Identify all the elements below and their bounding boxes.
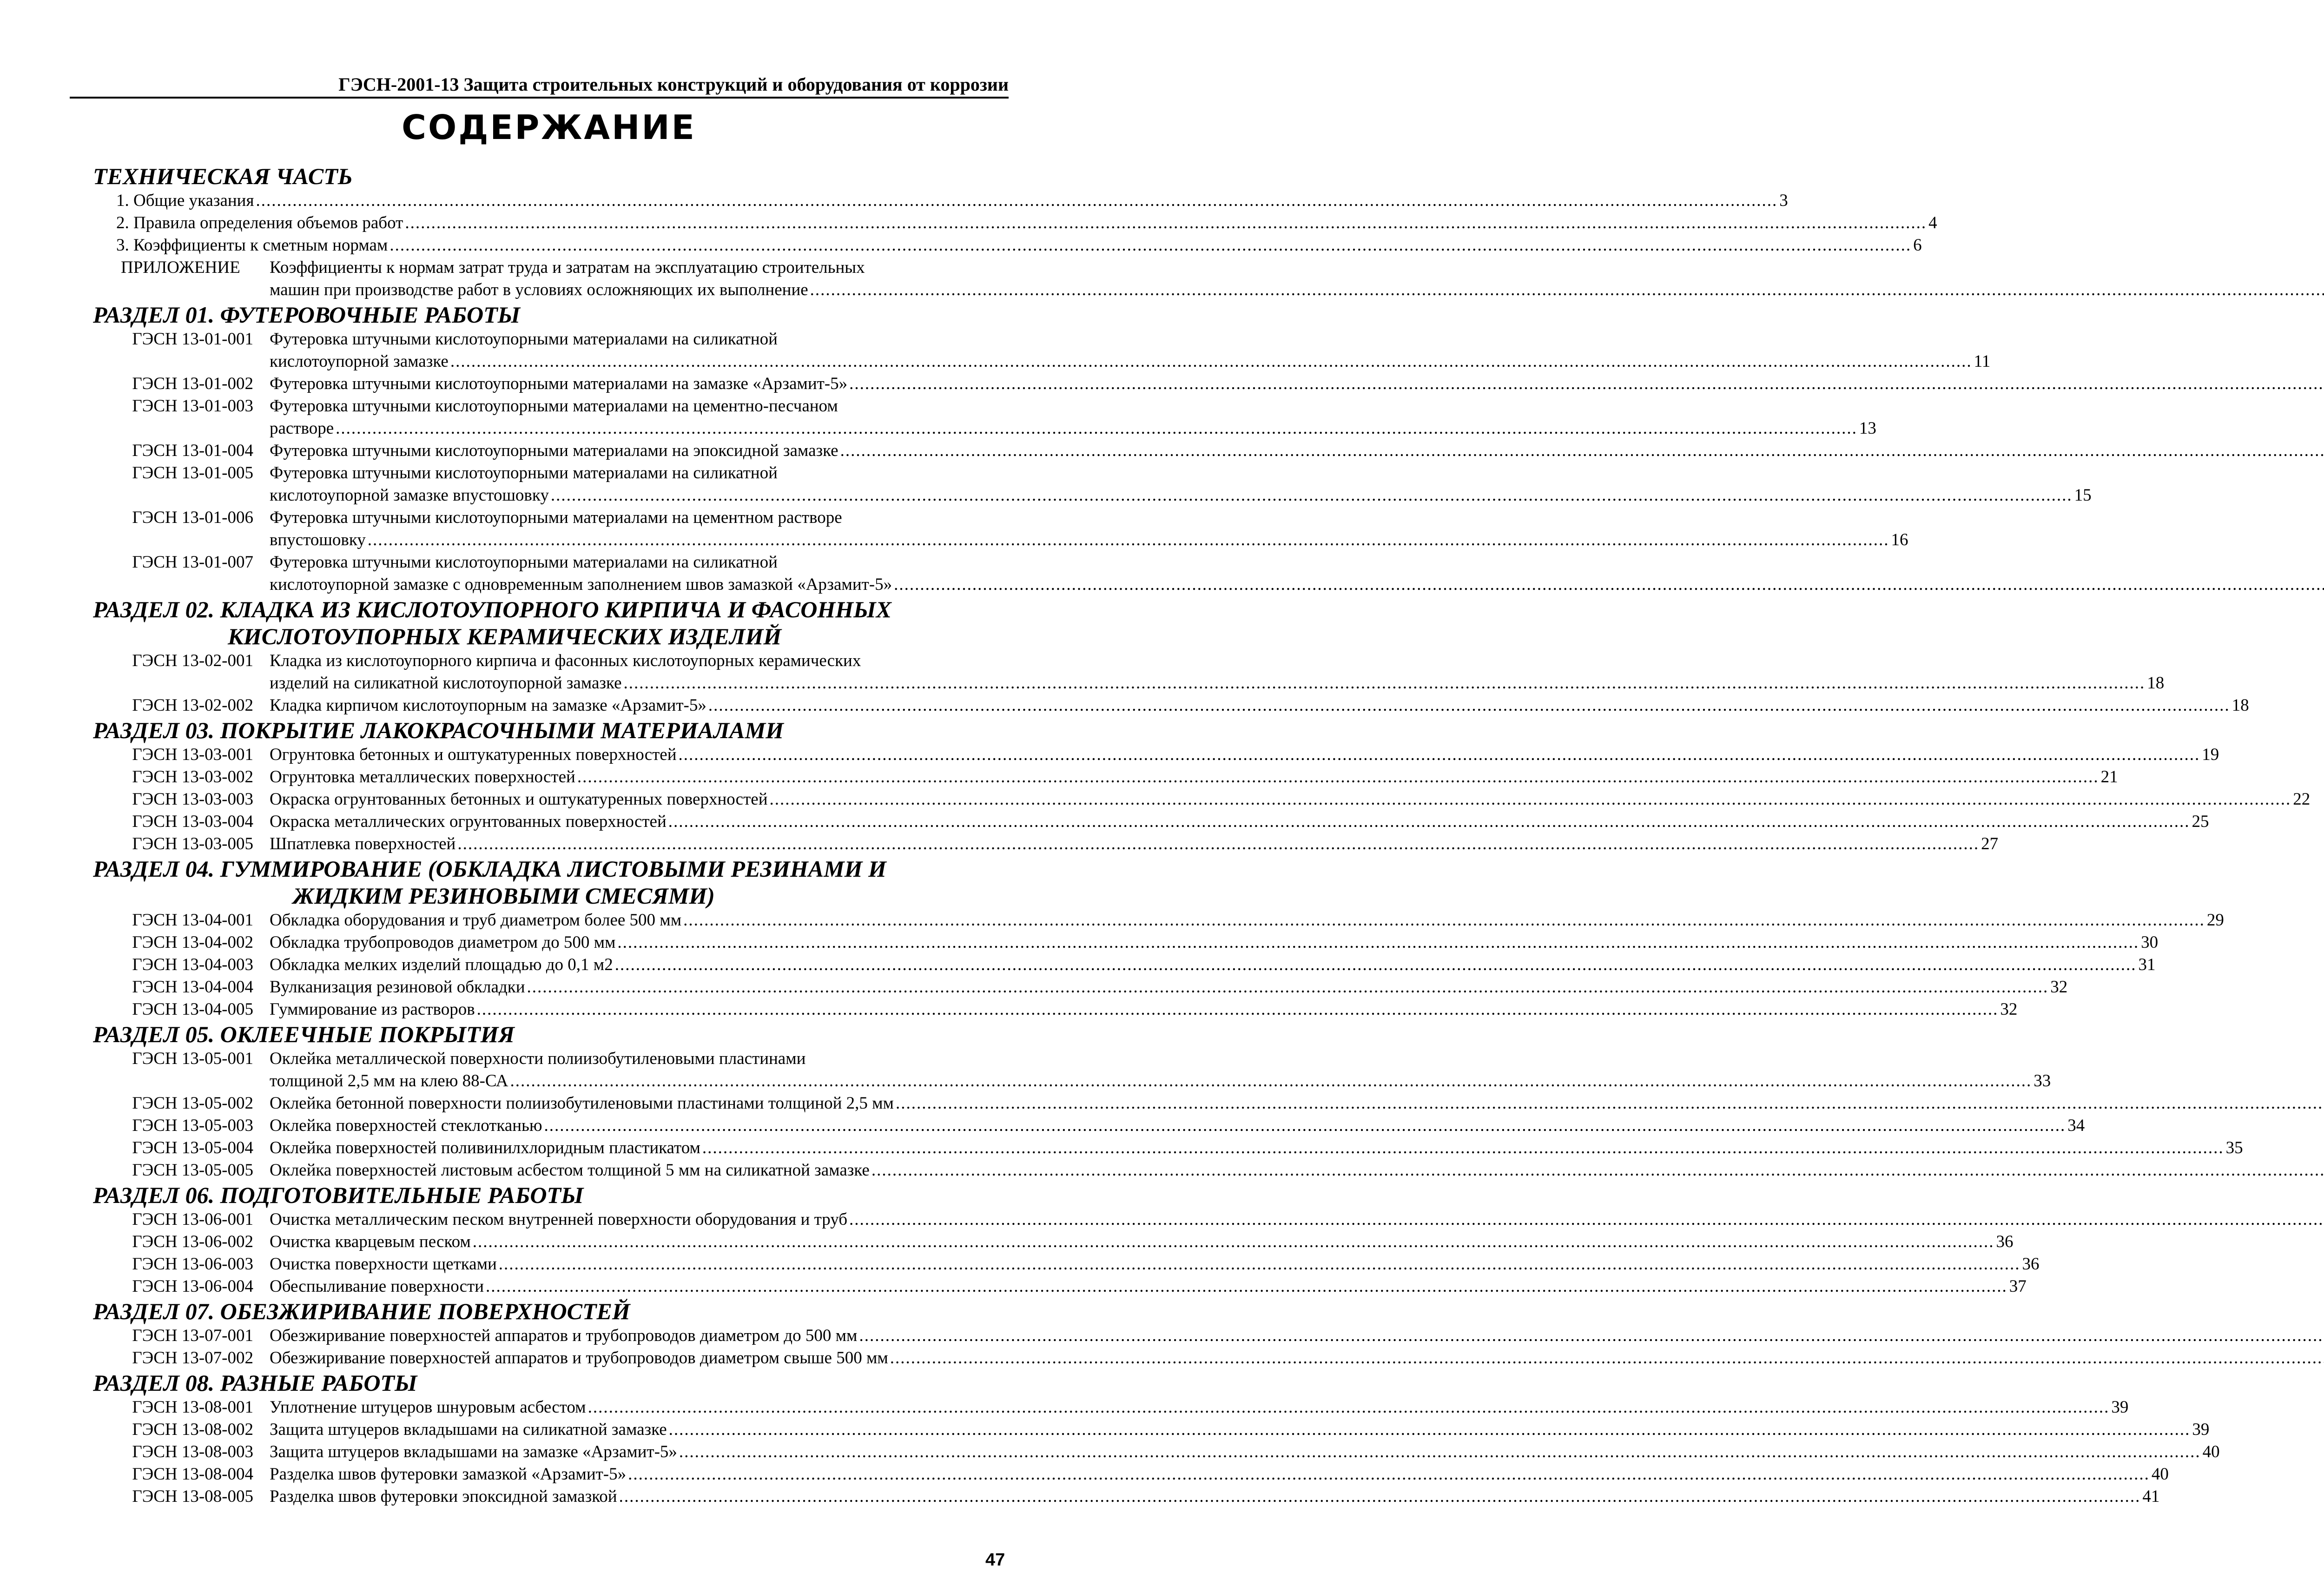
toc-entry-body [270, 694, 2249, 717]
leader-dots [668, 811, 2190, 833]
toc-entry-page: 18 [2232, 696, 2249, 715]
toc-entry[interactable] [93, 931, 2159, 954]
toc-entry-last-line [270, 1231, 2014, 1253]
toc-entry-last-line [270, 440, 2324, 462]
toc-entry-last-line [270, 1347, 2324, 1369]
section-heading-line1: РАЗДЕЛ 01. ФУТЕРОВОЧНЫЕ РАБОТЫ [93, 302, 521, 328]
norm-code: ГЭСН 13-01-002 [132, 374, 253, 393]
toc-entry-line2: Кладка кирпичом кислотоупорным на замазке «Арзамит-5» [270, 696, 706, 715]
toc-entry-body [270, 1231, 2014, 1253]
section-heading [93, 1182, 1004, 1209]
header-rule [70, 97, 1009, 99]
leader-dots [890, 1347, 2324, 1369]
toc-entry[interactable] [93, 909, 2224, 931]
toc-entry-last-line [270, 998, 2017, 1021]
toc-entry-line2: Разделка швов футеровки замазкой «Арзамит-5» [270, 1465, 627, 1484]
toc-entry-line2: впустошовку [270, 530, 366, 549]
toc-entry-body [270, 788, 2310, 811]
toc-entry[interactable] [93, 1048, 2051, 1092]
toc-entry-line2: Обкладка оборудования и труб диаметром более 500 мм [270, 911, 682, 930]
norm-code: ГЭСН 13-02-002 [132, 696, 253, 715]
toc-entry-last-line [270, 373, 2324, 395]
norm-code: ГЭСН 13-01-004 [132, 441, 253, 460]
norm-code: ГЭСН 13-01-003 [132, 396, 253, 416]
toc-entry-body [270, 1275, 2027, 1298]
toc-entry-last-line [270, 1115, 2085, 1137]
toc-entry[interactable] [93, 328, 1991, 373]
toc-entry-page: 22 [2293, 790, 2311, 809]
toc-entry-line2: машин при производстве работ в условиях осложняющих их выполнение [270, 280, 808, 299]
norm-code: ГЭСН 13-05-002 [132, 1094, 253, 1113]
section-heading-line1: РАЗДЕЛ 07. ОБЕЗЖИРИВАНИЕ ПОВЕРХНОСТЕЙ [93, 1298, 630, 1324]
leader-dots [702, 1137, 2224, 1159]
toc-entry-last-line [270, 417, 1876, 440]
toc-entry-body [270, 1137, 2243, 1159]
toc-entry[interactable] [93, 1092, 1004, 1115]
toc-entry-body [270, 1253, 2040, 1275]
toc-entry-line2: Обезжиривание поверхностей аппаратов и трубопроводов диаметром свыше 500 мм [270, 1348, 888, 1367]
toc-entry-page: 40 [2151, 1465, 2169, 1484]
norm-code: ГЭСН 13-05-005 [132, 1161, 253, 1180]
toc-entry-line2: Вулканизация резиновой обкладки [270, 978, 525, 997]
norm-code: ГЭСН 13-05-003 [132, 1116, 253, 1135]
norm-code: ГЭСН 13-01-001 [132, 330, 253, 349]
sections-container [93, 301, 2311, 1508]
toc-item[interactable] [93, 234, 1922, 257]
leader-dots [544, 1115, 2066, 1137]
toc-item-text: 3. Коэффициенты к сметным нормам [116, 236, 388, 255]
toc-entry-line1: Кладка из кислотоупорного кирпича и фасонных кислотоупорных керамических [270, 651, 861, 670]
toc-entry-line2: Шпатлевка поверхностей [270, 834, 456, 853]
toc-entry-last-line [270, 1070, 2051, 1092]
toc-entry-line2: кислотоупорной замазке с одновременным заполнением швов замазкой «Арзамит-5» [270, 575, 892, 594]
leader-dots [859, 1325, 2324, 1347]
leader-dots [619, 1486, 2141, 1508]
leader-dots [486, 1275, 2007, 1298]
toc-entry-line1: Оклейка металлической поверхности полиизобутиленовыми пластинами [270, 1049, 806, 1068]
toc-entry-line1: Футеровка штучными кислотоупорными материалами на силикатной [270, 330, 778, 349]
toc-entry[interactable] [93, 1486, 2160, 1508]
toc-entry[interactable] [93, 833, 1999, 855]
leader-dots [669, 1419, 2191, 1441]
toc-entry-last-line [270, 672, 2164, 694]
leader-dots [628, 1463, 2150, 1486]
leader-dots [368, 529, 1889, 551]
toc-entry-page: 18 [2147, 674, 2165, 693]
norm-code: ГЭСН 13-04-001 [132, 911, 253, 930]
toc-entry-line2: изделий на силикатной кислотоупорной замазке [270, 674, 622, 693]
toc-appendix[interactable] [93, 257, 1004, 301]
toc-entry-line2: Обеспыливание поверхности [270, 1277, 484, 1296]
leader-dots [405, 212, 1927, 234]
toc-entry-line2: Обкладка трубопроводов диаметром до 500 мм [270, 933, 616, 952]
norm-code: ГЭСН 13-03-003 [132, 790, 253, 809]
toc-entry-body [270, 1347, 2324, 1369]
toc-entry-last-line [270, 931, 2158, 954]
section-heading [93, 855, 1004, 909]
toc-entry[interactable] [93, 1137, 2243, 1159]
leader-dots [679, 1441, 2201, 1463]
toc-entry-last-line [270, 279, 2324, 301]
toc-entry[interactable] [93, 998, 2018, 1021]
toc-entry-page: 37 [2009, 1277, 2027, 1296]
toc-entry-page: 21 [2100, 767, 2118, 786]
toc-entry[interactable] [93, 811, 2209, 833]
norm-code: ГЭСН 13-06-002 [132, 1232, 253, 1251]
section-heading-line1: РАЗДЕЛ 04. ГУММИРОВАНИЕ (ОБКЛАДКА ЛИСТОВЫМИ РЕЗИНАМИ И [93, 856, 886, 882]
page-number: 47 [985, 1550, 1005, 1570]
toc-entry-line2: Обезжиривание поверхностей аппаратов и трубопроводов диаметром до 500 мм [270, 1326, 858, 1345]
norm-code: ГЭСН 13-03-001 [132, 745, 253, 764]
section-heading-line2: КИСЛОТОУПОРНЫХ КЕРАМИЧЕСКИХ ИЗДЕЛИЙ [228, 623, 782, 649]
toc-entry[interactable] [93, 1325, 1004, 1347]
leader-dots [840, 440, 2324, 462]
toc-entry-last-line [270, 976, 2067, 998]
toc-entry-line2: Очистка поверхности щетками [270, 1255, 497, 1274]
toc-entry-body [270, 811, 2209, 833]
toc-entry-line2: Разделка швов футеровки эпоксидной замазкой [270, 1487, 617, 1506]
leader-dots [510, 1070, 2032, 1092]
toc-entry-page: 36 [2022, 1255, 2040, 1274]
toc-entry-body [270, 744, 2219, 766]
toc-entry[interactable] [93, 1441, 2220, 1463]
toc-entry[interactable] [93, 1275, 2027, 1298]
toc-entry-last-line [270, 1441, 2220, 1463]
leader-dots [708, 694, 2230, 717]
leader-dots [477, 998, 1999, 1021]
leader-dots [617, 931, 2139, 954]
toc-entry-last-line [270, 1463, 2169, 1486]
section-heading [93, 717, 1004, 744]
toc-entry-last-line [270, 1092, 2324, 1115]
leader-dots [894, 574, 2324, 596]
leader-dots [551, 484, 2073, 507]
norm-code: ГЭСН 13-04-004 [132, 978, 253, 997]
toc-entry[interactable] [93, 507, 1908, 551]
toc-entry-last-line [270, 1159, 2324, 1182]
page-title: СОДЕРЖАНИЕ [402, 108, 696, 147]
toc-entry-line2: Обкладка мелких изделий площадью до 0,1 м2 [270, 955, 613, 974]
section-heading-line1: РАЗДЕЛ 08. РАЗНЫЕ РАБОТЫ [93, 1370, 417, 1396]
norm-code: ГЭСН 13-06-003 [132, 1255, 253, 1274]
toc-entry-last-line [270, 1486, 2159, 1508]
toc-entry-line2: кислотоупорной замазке впустошовку [270, 486, 549, 505]
toc-entry-line2: Оклейка бетонной поверхности полиизобутиленовыми пластинами толщиной 2,5 мм [270, 1094, 894, 1113]
toc-entry-line2: растворе [270, 419, 334, 438]
norm-code: ГЭСН 13-01-005 [132, 463, 253, 482]
norm-code: ГЭСН 13-07-002 [132, 1348, 253, 1367]
toc-entry-page: 35 [2225, 1138, 2243, 1157]
leader-dots [499, 1253, 2020, 1275]
toc-item-text: 2. Правила определения объемов работ [116, 213, 403, 232]
toc-entry-last-line [270, 484, 2092, 507]
norm-code: ГЭСН 13-02-001 [132, 651, 253, 670]
leader-dots [473, 1231, 1994, 1253]
toc-entry-body [270, 1092, 2324, 1115]
leader-dots [256, 190, 1778, 212]
norm-code: ГЭСН 13-04-003 [132, 955, 253, 974]
toc-entry-body [270, 650, 2164, 694]
section-heading-line2: ЖИДКИМ РЕЗИНОВЫМИ СМЕСЯМИ) [293, 883, 715, 909]
norm-code: ГЭСН 13-03-002 [132, 767, 253, 786]
section-heading: ТЕХНИЧЕСКАЯ ЧАСТЬ [93, 163, 353, 189]
leader-dots [872, 1159, 2324, 1182]
toc-entry-page: 40 [2202, 1442, 2220, 1461]
toc-entry-last-line [270, 811, 2209, 833]
toc-entry-page: 39 [2111, 1398, 2129, 1417]
leader-dots [849, 1209, 2324, 1231]
toc-entry-page: 11 [1974, 352, 1991, 371]
toc-entry-last-line [270, 694, 2249, 717]
toc-entry-line2: Футеровка штучными кислотоупорными материалами на замазке «Арзамит-5» [270, 374, 848, 393]
toc-entry-page: 32 [2000, 1000, 2018, 1019]
toc-entry-body [270, 440, 2324, 462]
toc-entry[interactable] [93, 462, 2092, 507]
toc-entry-last-line [270, 1253, 2040, 1275]
leader-dots [336, 417, 1857, 440]
toc-entry-body [270, 1396, 2128, 1419]
toc-entry-last-line [270, 744, 2219, 766]
toc-entry-body [270, 1159, 2324, 1182]
norm-code: ГЭСН 13-04-002 [132, 933, 253, 952]
toc-entry-body [270, 1419, 2209, 1441]
norm-code: ГЭСН 13-01-006 [132, 508, 253, 527]
toc-entry-page: 29 [2206, 911, 2224, 930]
toc-entry-last-line [270, 1419, 2209, 1441]
toc-entry[interactable] [93, 976, 2068, 998]
toc-entry-body [270, 328, 1990, 373]
norm-code: ГЭСН 13-03-004 [132, 812, 253, 831]
toc-entry[interactable] [93, 1209, 1004, 1231]
toc-entry-body [270, 1325, 2324, 1347]
toc-item-page: 3 [1779, 191, 1788, 210]
toc-entry-last-line [270, 833, 1998, 855]
norm-code: ГЭСН 13-03-005 [132, 834, 253, 853]
toc-entry[interactable] [93, 1396, 2129, 1419]
toc-entry-line2: Защита штуцеров вкладышами на замазке «Арзамит-5» [270, 1442, 677, 1461]
toc-entry-page: 36 [1996, 1232, 2014, 1251]
toc-entry-body [270, 1463, 2169, 1486]
toc-entry-body [270, 909, 2224, 931]
toc-entry[interactable] [93, 954, 2156, 976]
toc-entry-line2: толщиной 2,5 мм на клею 88-СА [270, 1071, 508, 1090]
section-heading [93, 1298, 1004, 1325]
toc-entry-page: 27 [1981, 834, 1999, 853]
toc-entry-line2: Оклейка поверхностей стеклотканью [270, 1116, 542, 1135]
toc-entry[interactable] [93, 395, 1876, 440]
toc-item-page: 6 [1913, 236, 1922, 255]
toc-entry-last-line [270, 954, 2155, 976]
leader-dots [457, 833, 1979, 855]
toc-entry-body [270, 931, 2158, 954]
toc-entry-last-line [270, 1275, 2027, 1298]
toc-entry[interactable] [93, 1159, 1004, 1182]
leader-dots [624, 672, 2146, 694]
toc-entry-body [270, 1486, 2159, 1508]
toc-entry-line2: Оклейка поверхностей листовым асбестом толщиной 5 мм на силикатной замазке [270, 1161, 870, 1180]
toc-entry[interactable] [93, 650, 2165, 694]
toc-entry-body [270, 373, 2324, 395]
table-of-contents [93, 163, 2311, 1508]
section-heading-line1: РАЗДЕЛ 05. ОКЛЕЕЧНЫЕ ПОКРЫТИЯ [93, 1021, 515, 1047]
toc-entry-last-line [270, 350, 1990, 373]
norm-code: ГЭСН 13-01-007 [132, 553, 253, 572]
leader-dots [770, 788, 2291, 811]
norm-code: ГЭСН 13-07-001 [132, 1326, 253, 1345]
toc-entry[interactable] [93, 440, 1004, 462]
section-heading-line1: РАЗДЕЛ 03. ПОКРЫТИЕ ЛАКОКРАСОЧНЫМИ МАТЕРИАЛАМИ [93, 717, 784, 743]
toc-entry-last-line [270, 529, 1908, 551]
section-heading-line1: РАЗДЕЛ 06. ПОДГОТОВИТЕЛЬНЫЕ РАБОТЫ [93, 1182, 584, 1208]
toc-entry-line2: Футеровка штучными кислотоупорными материалами на эпоксидной замазке [270, 441, 838, 460]
norm-code: ГЭСН 13-08-004 [132, 1465, 253, 1484]
toc-entry-body [270, 976, 2067, 998]
leader-dots [896, 1092, 2324, 1115]
toc-item-text: 1. Общие указания [116, 191, 254, 210]
norm-code: ГЭСН 13-08-002 [132, 1420, 253, 1439]
toc-entry-page: 19 [2202, 745, 2219, 764]
toc-item-page: 4 [1928, 213, 1937, 232]
toc-entry-body [270, 833, 1998, 855]
toc-entry-last-line [270, 766, 2118, 788]
appendix-label: ПРИЛОЖЕНИЕ [121, 258, 240, 277]
toc-entry[interactable] [93, 373, 1004, 395]
toc-entry-body [270, 257, 2324, 301]
leader-dots [577, 766, 2099, 788]
toc-entry-page: 31 [2138, 955, 2156, 974]
leader-dots [679, 744, 2200, 766]
toc-entry[interactable] [93, 1115, 2085, 1137]
leader-dots [390, 234, 1911, 257]
toc-entry[interactable] [93, 551, 1004, 596]
toc-entry-line2: Огрунтовка бетонных и оштукатуренных поверхностей [270, 745, 677, 764]
leader-dots [849, 373, 2324, 395]
toc-entry-page: 32 [2050, 978, 2068, 997]
toc-entry-line2: Окраска огрунтованных бетонных и оштукатуренных поверхностей [270, 790, 768, 809]
toc-entry-line2: Гуммирование из растворов [270, 1000, 475, 1019]
toc-entry-body [270, 954, 2155, 976]
toc-entry-last-line [270, 909, 2224, 931]
norm-code: ГЭСН 13-06-004 [132, 1277, 253, 1296]
toc-entry-line2: Очистка металлическим песком внутренней поверхности оборудования и труб [270, 1210, 848, 1229]
toc-entry-body [270, 1048, 2051, 1092]
toc-entry[interactable] [93, 1463, 2169, 1486]
toc-entry[interactable] [93, 694, 2249, 717]
section-heading [93, 1369, 1004, 1396]
section-heading-line1: РАЗДЕЛ 02. КЛАДКА ИЗ КИСЛОТОУПОРНОГО КИРПИЧА И ФАСОННЫХ [93, 596, 891, 622]
toc-entry[interactable] [93, 1419, 2210, 1441]
toc-entry-line1: Футеровка штучными кислотоупорными материалами на цементно-песчаном [270, 396, 838, 416]
norm-code: ГЭСН 13-08-001 [132, 1398, 253, 1417]
leader-dots [450, 350, 1972, 373]
norm-code: ГЭСН 13-08-005 [132, 1487, 253, 1506]
toc-entry-body [270, 395, 1876, 440]
toc-entry-line2: Окраска металлических огрунтованных поверхностей [270, 812, 667, 831]
section-heading [93, 301, 1004, 328]
toc-entry-body [270, 998, 2017, 1021]
toc-entry-body [270, 1209, 2324, 1231]
toc-entry-body [270, 1441, 2220, 1463]
toc-entry-line1: Коэффициенты к нормам затрат труда и затратам на эксплуатацию строительных [270, 258, 865, 277]
toc-entry-line2: Защита штуцеров вкладышами на силикатной замазке [270, 1420, 667, 1439]
toc-entry-line2: Уплотнение штуцеров шнуровым асбестом [270, 1398, 586, 1417]
toc-entry-body [270, 766, 2118, 788]
toc-entry-page: 15 [2074, 486, 2092, 505]
toc-entry-line1: Футеровка штучными кислотоупорными материалами на силикатной [270, 553, 778, 572]
toc-entry-page: 41 [2142, 1487, 2160, 1506]
toc-entry-line2: Огрунтовка металлических поверхностей [270, 767, 575, 786]
toc-entry-line2: кислотоупорной замазке [270, 352, 449, 371]
section-heading [93, 596, 1004, 650]
toc-entry-page: 33 [2034, 1071, 2051, 1090]
toc-entry[interactable] [93, 788, 2311, 811]
leader-dots [683, 909, 2205, 931]
toc-entry-page: 16 [1891, 530, 1908, 549]
leader-dots [527, 976, 2049, 998]
toc-item[interactable] [93, 212, 1937, 234]
toc-entry[interactable] [93, 744, 2219, 766]
toc-entry-body [270, 1115, 2085, 1137]
toc-entry-body [270, 462, 2092, 507]
toc-entry[interactable] [93, 766, 2118, 788]
toc-entry[interactable] [93, 1253, 2040, 1275]
section-heading [93, 1021, 1004, 1048]
leader-dots [615, 954, 2137, 976]
toc-entry-last-line [270, 574, 2324, 596]
norm-code: ГЭСН 13-06-001 [132, 1210, 253, 1229]
toc-entry-last-line [270, 1396, 2128, 1419]
leader-dots [588, 1396, 2110, 1419]
toc-entry[interactable] [93, 1347, 1004, 1369]
toc-entry-line1: Футеровка штучными кислотоупорными материалами на силикатной [270, 463, 778, 482]
toc-entry-page: 34 [2067, 1116, 2085, 1135]
toc-entry-body [270, 507, 1908, 551]
toc-entry-page: 13 [1859, 419, 1876, 438]
norm-code: ГЭСН 13-05-001 [132, 1049, 253, 1068]
leader-dots [810, 279, 2324, 301]
running-header: ГЭСН-2001-13 Защита строительных конструкций и оборудования от коррозии [338, 74, 1009, 95]
toc-entry-line2: Очистка кварцевым песком [270, 1232, 471, 1251]
norm-code: ГЭСН 13-08-003 [132, 1442, 253, 1461]
toc-entry-last-line [270, 1209, 2324, 1231]
toc-entry-line2: Оклейка поверхностей поливинилхлоридным пластикатом [270, 1138, 700, 1157]
toc-entry-last-line [270, 1325, 2324, 1347]
toc-entry-last-line [270, 1137, 2243, 1159]
toc-entry-last-line [270, 788, 2310, 811]
toc-entry-line1: Футеровка штучными кислотоупорными материалами на цементном растворе [270, 508, 842, 527]
toc-entry[interactable] [93, 1231, 2014, 1253]
toc-item[interactable] [93, 190, 1788, 212]
toc-entry-page: 30 [2141, 933, 2159, 952]
toc-entry-page: 25 [2192, 812, 2209, 831]
norm-code: ГЭСН 13-04-005 [132, 1000, 253, 1019]
toc-entry-page: 39 [2192, 1420, 2210, 1439]
norm-code: ГЭСН 13-05-004 [132, 1138, 253, 1157]
toc-entry-body [270, 551, 2324, 596]
